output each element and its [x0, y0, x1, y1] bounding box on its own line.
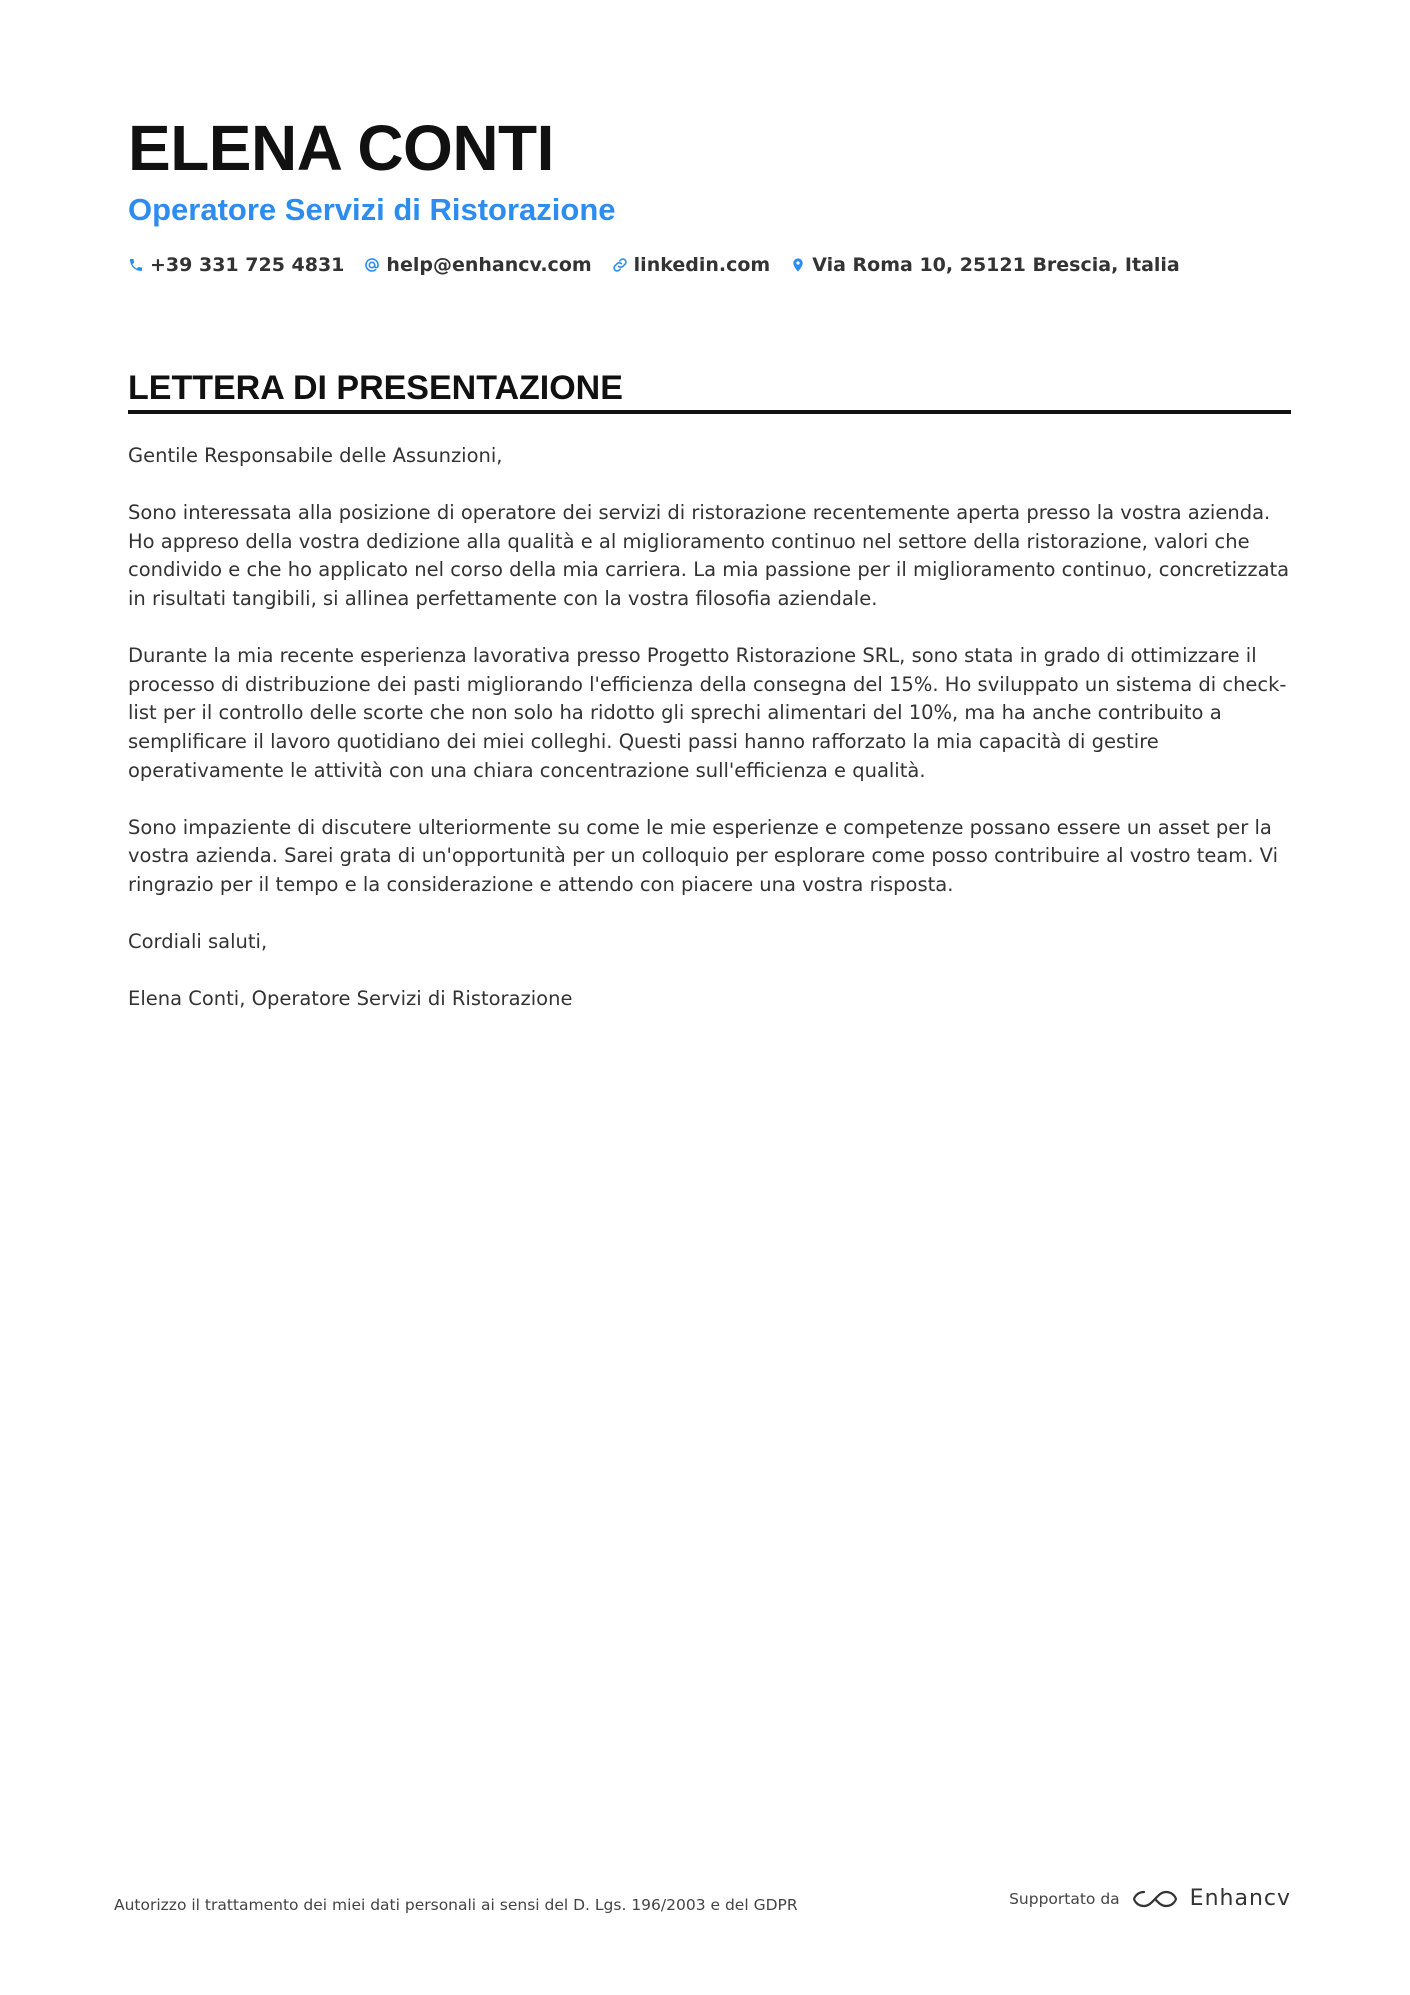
section-title: LETTERA DI PRESENTAZIONE [128, 369, 623, 407]
phone-text: +39 331 725 4831 [150, 254, 345, 276]
address-text: Via Roma 10, 25121 Brescia, Italia [812, 254, 1180, 276]
contact-phone[interactable] [128, 254, 344, 276]
letter-paragraph: Sono impaziente di discutere ulteriormente su come le mie esperienze e competenze possano essere un asset per la vostra azienda. Sarei grata di un'opportunità per un colloquio per esplorare come posso contribuire al vostro team. Vi ringrazio per il tempo e la considerazione e attendo con piacere una vostra risposta. [128, 815, 1279, 896]
at-icon [364, 257, 380, 273]
email-text: help@enhancv.com [386, 254, 592, 276]
link-icon [612, 257, 628, 273]
phone-icon [128, 257, 144, 273]
location-pin-icon [790, 257, 806, 273]
section-divider [128, 410, 1291, 414]
contact-email[interactable] [364, 254, 591, 276]
letter-greeting: Gentile Responsabile delle Assunzioni, [128, 444, 503, 467]
letter-paragraph: Durante la mia recente esperienza lavorativa presso Progetto Ristorazione SRL, sono stata in grado di ottimizzare il processo di distribuzione dei pasti migliorando l'efficienza della consegna del 15%. Ho sviluppato un sistema di check-list per il controllo delle scorte che non solo ha ridotto gli sprechi alimentari del 10%, ma ha anche contribuito a semplificare il lavoro quotidiano dei miei colleghi. Questi passi hanno rafforzato la mia capacità di gestire operativamente le attività con una chiara concentrazione sull'efficienza e qualità. [128, 644, 1287, 782]
letter-paragraph: Sono interessata alla posizione di operatore dei servizi di ristorazione recentemente aperta presso la vostra azienda. Ho appreso della vostra dedizione alla qualità e al miglioramento continuo nel settore della ristorazione, valori che condivido e che ho applicato nel corso della mia carriera. La mia passione per il miglioramento continuo, concretizzata in risultati tangibili, si allinea perfettamente con la vostra filosofia aziendale. [128, 501, 1290, 610]
enhancv-logo-icon [1132, 1887, 1178, 1911]
gdpr-consent: Autorizzo il trattamento dei miei dati personali ai sensi del D. Lgs. 196/2003 e del GDPR [114, 1896, 798, 1914]
candidate-role: Operatore Servizi di Ristorazione [128, 192, 616, 227]
letter-body [128, 442, 1291, 1042]
letter-signature: Elena Conti, Operatore Servizi di Ristorazione [128, 987, 573, 1011]
powered-by[interactable] [1009, 1886, 1291, 1911]
candidate-name: ELENA CONTI [128, 112, 554, 184]
linkedin-text: linkedin.com [633, 254, 771, 276]
contact-address [790, 254, 1180, 276]
contact-bar [128, 254, 1200, 276]
contact-linkedin[interactable] [612, 254, 771, 276]
brand-name: Enhancv [1189, 1886, 1291, 1911]
letter-closing: Cordiali saluti, [128, 930, 268, 954]
powered-by-label: Supportato da [1009, 1889, 1120, 1908]
